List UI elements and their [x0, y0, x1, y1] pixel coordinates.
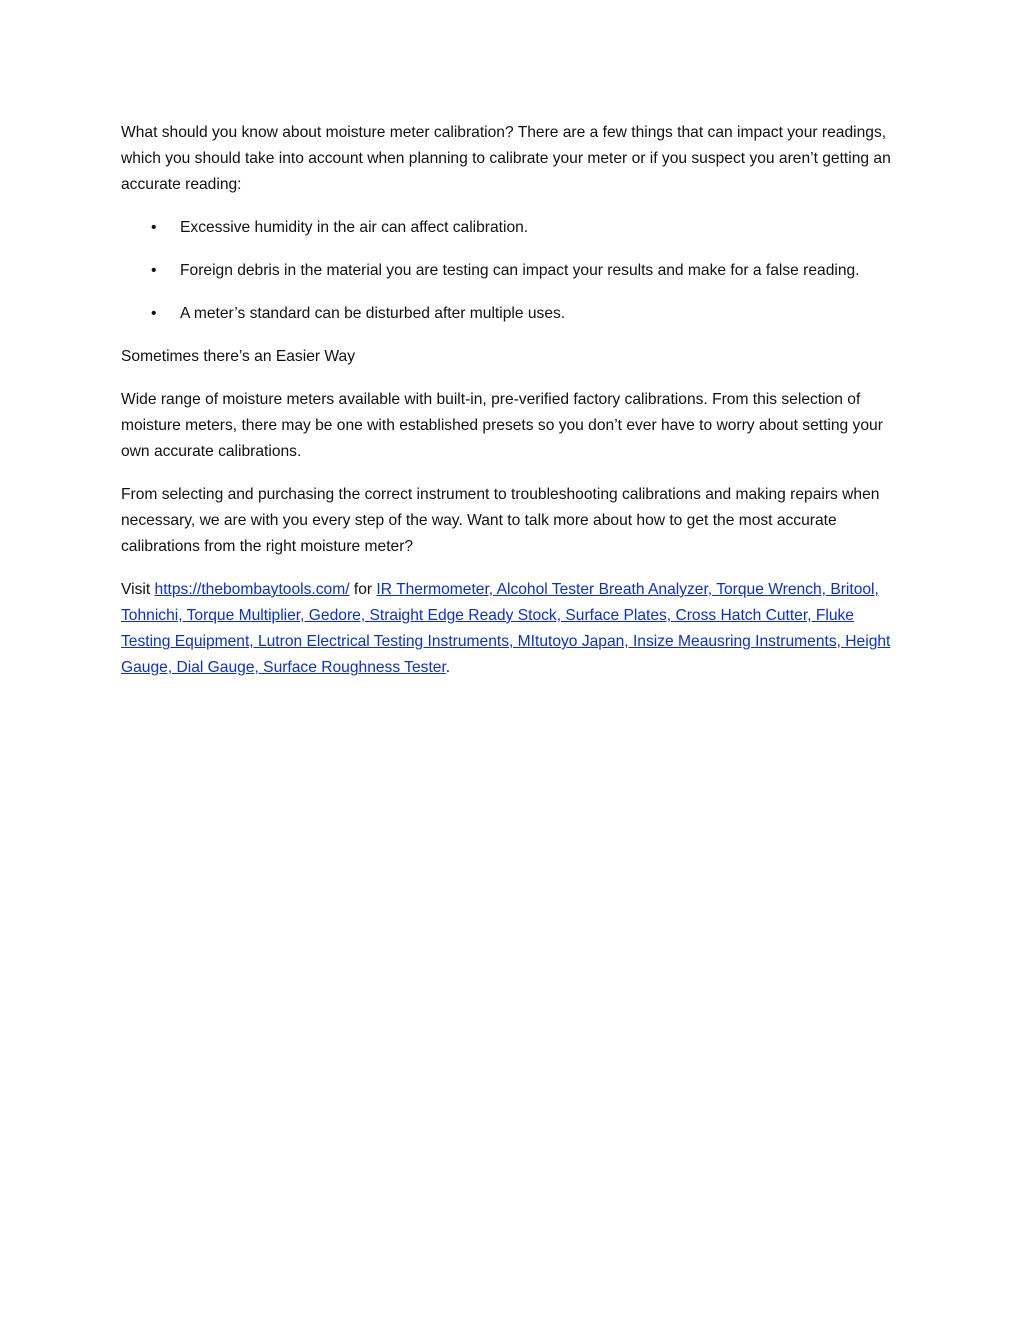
paragraph-support: From selecting and purchasing the correct instrument to troubleshooting calibrations and making repairs when necessary, we are with you every step of the way. Want to talk more about how to get the most accurate calibrations from the right moisture meter? [121, 486, 880, 555]
bullet-text: Foreign debris in the material you are testing can impact your results and make for a false reading. [180, 262, 860, 279]
section-heading: Sometimes there’s an Easier Way [121, 348, 355, 365]
bullet-text: A meter’s standard can be disturbed after multiple uses. [180, 305, 566, 322]
document-page [121, 120, 907, 698]
list-item [121, 258, 907, 284]
bullet-icon: • [151, 305, 157, 322]
bullet-icon: • [151, 262, 157, 279]
bullet-text: Excessive humidity in the air can affect calibration. [180, 219, 529, 236]
bullet-icon: • [151, 219, 157, 236]
products-link[interactable]: IR Thermometer, Alcohol Tester Breath Analyzer, Torque Wrench, Britool, Tohnichi, Torque Multiplier, Gedore, Straight Edge Ready Stock, Surface Plates, Cross Hatch Cutter, Fluke Testing Equipment, Lutron Electrical Testing Instruments, MItutoyo Japan, Insize Meausring Instruments, Height Gauge, Dial Gauge, Surface Roughness Tester [121, 581, 891, 676]
paragraph-factory-calibrations: Wide range of moisture meters available with built-in, pre-verified factory calibrations. From this selection of moisture meters, there may be one with established presets so you don’t ever have to worry about setting your own accurate calibrations. [121, 391, 883, 460]
list-item [121, 215, 907, 241]
bullet-list [121, 215, 907, 327]
visit-prefix: Visit [121, 581, 155, 598]
website-link[interactable]: https://thebombaytools.com/ [154, 581, 350, 598]
visit-middle: for [349, 581, 377, 598]
visit-suffix: . [445, 659, 451, 676]
visit-paragraph [121, 577, 907, 681]
intro-paragraph: What should you know about moisture meter calibration? There are a few things that can impact your readings, which you should take into account when planning to calibrate your meter or if you suspect you aren’t getting an accurate reading: [121, 124, 891, 193]
list-item [121, 301, 907, 327]
